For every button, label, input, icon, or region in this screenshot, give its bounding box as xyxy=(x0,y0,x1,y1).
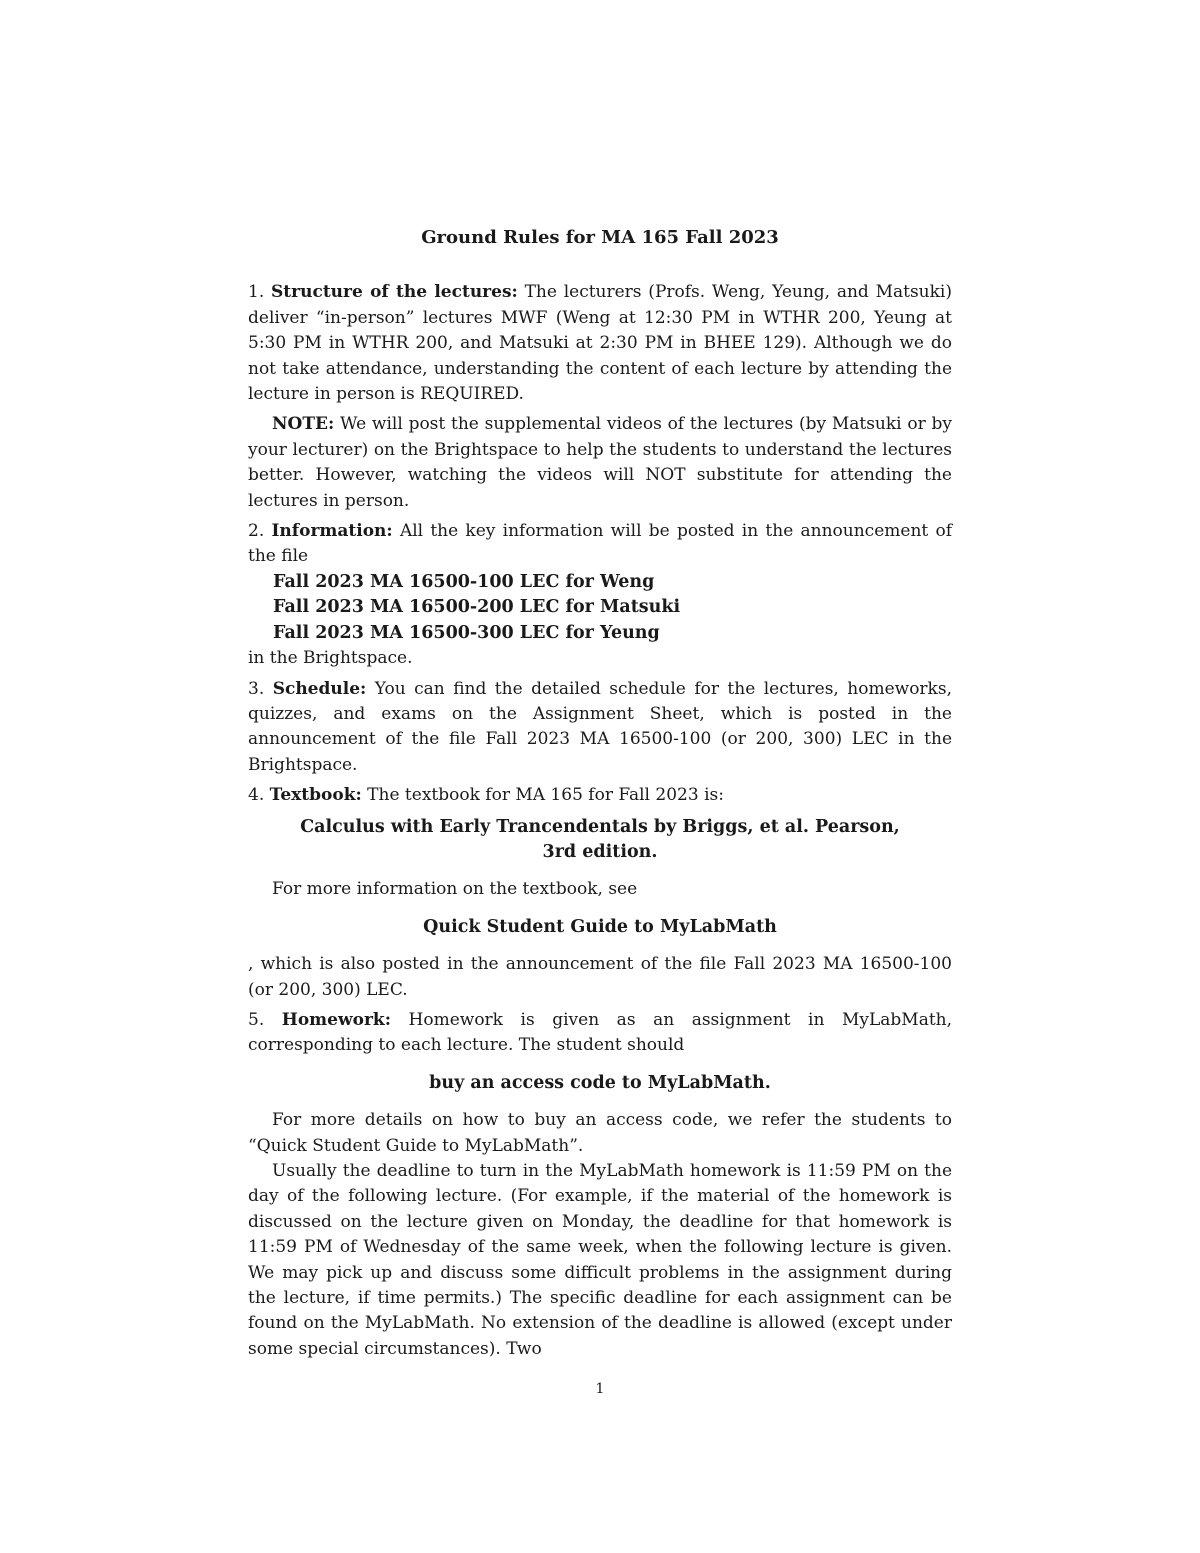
section-heading: Schedule: xyxy=(272,678,367,699)
section-text: The textbook for MA 165 for Fall 2023 is: xyxy=(367,785,724,806)
section-text: You can find the detailed schedule for the lectures, homeworks, quizzes, and exams on the Assignment Sheet, which is posted in the announcement of the file Fall 2023 MA 16500-100 (or 200, 300) LEC in the Brightspace. xyxy=(248,678,952,775)
guide-title: Quick Student Guide to MyLabMath xyxy=(423,916,777,937)
file-name-yeung: Fall 2023 MA 16500-300 LEC for Yeung xyxy=(273,622,660,643)
homework-details: For more details on how to buy an access code, we refer the students to “Quick Student Guide to MyLabMath”. xyxy=(248,1110,952,1156)
file-list xyxy=(248,570,952,646)
section-text: Homework is given as an assignment in MyLabMath, corresponding to each lecture. The student should xyxy=(248,1009,953,1056)
section-textbook xyxy=(248,783,952,808)
section-number: 5. xyxy=(248,1009,265,1030)
section-heading: Homework: xyxy=(281,1009,391,1030)
section-text: All the key information will be posted in the announcement of the file xyxy=(248,521,953,567)
homework-deadline: Usually the deadline to turn in the MyLabMath homework is 11:59 PM on the day of the following lecture. (For example, if the material of the homework is discussed on the lecture given on Monday, the deadline for that homework is 11:59 PM of Wednesday of the same week, when the following lecture is given. We may pick up and discuss some difficult problems in the assignment during the lecture, if time permits.) The specific deadline for each assignment can be found on the MyLabMath. No extension of the deadline is allowed (except under some special circumstances). Two xyxy=(248,1161,952,1359)
section-heading: Information: xyxy=(271,521,393,542)
textbook-edition: 3rd edition. xyxy=(542,841,658,862)
section-schedule xyxy=(248,677,952,779)
page-number: 1 xyxy=(595,1381,605,1397)
section-heading: Textbook: xyxy=(269,785,362,806)
section-number: 4. xyxy=(248,785,265,806)
note-text: We will post the supplemental videos of the lectures (by Matsuki or by your lecturer) on the Brightspace to help the students to understand the lectures better. However, watching the videos will NOT substitute for attending the lectures in person. xyxy=(248,414,953,511)
note-label: NOTE: xyxy=(272,414,335,435)
file-name-weng: Fall 2023 MA 16500-100 LEC for Weng xyxy=(273,571,655,592)
section-information xyxy=(248,519,952,570)
section-structure xyxy=(248,280,952,407)
document-body xyxy=(248,225,952,1367)
section-number: 1. xyxy=(248,282,265,303)
section-text: The lecturers (Profs. Weng, Yeung, and Matsuki) deliver “in-person” lectures MWF (Weng at 12:30 PM in WTHR 200, Yeung at 5:30 PM in WTHR 200, and Matsuki at 2:30 PM in BHEE 129). Although we do not take attendance, understanding the content of each lecture by attending the lecture in person is REQUIRED. xyxy=(248,282,952,405)
section-number: 3. xyxy=(248,678,265,699)
access-code-title: buy an access code to MyLabMath. xyxy=(429,1072,771,1093)
file-name-matsuki: Fall 2023 MA 16500-200 LEC for Matsuki xyxy=(273,597,681,618)
textbook-title-line: Calculus with Early Trancendentals by Briggs, et al. Pearson, xyxy=(300,816,900,837)
section-number: 2. xyxy=(248,521,265,542)
note-paragraph xyxy=(248,412,952,514)
information-after: in the Brightspace. xyxy=(248,648,413,669)
textbook-title xyxy=(248,815,952,866)
document-title: Ground Rules for MA 165 Fall 2023 xyxy=(421,227,779,248)
section-homework xyxy=(248,1008,952,1059)
guide-after: , which is also posted in the announcement of the file Fall 2023 MA 16500-100 (or 200, 300) LEC. xyxy=(248,954,952,1000)
section-heading: Structure of the lectures: xyxy=(271,282,518,303)
textbook-more-info: For more information on the textbook, see xyxy=(272,879,638,900)
